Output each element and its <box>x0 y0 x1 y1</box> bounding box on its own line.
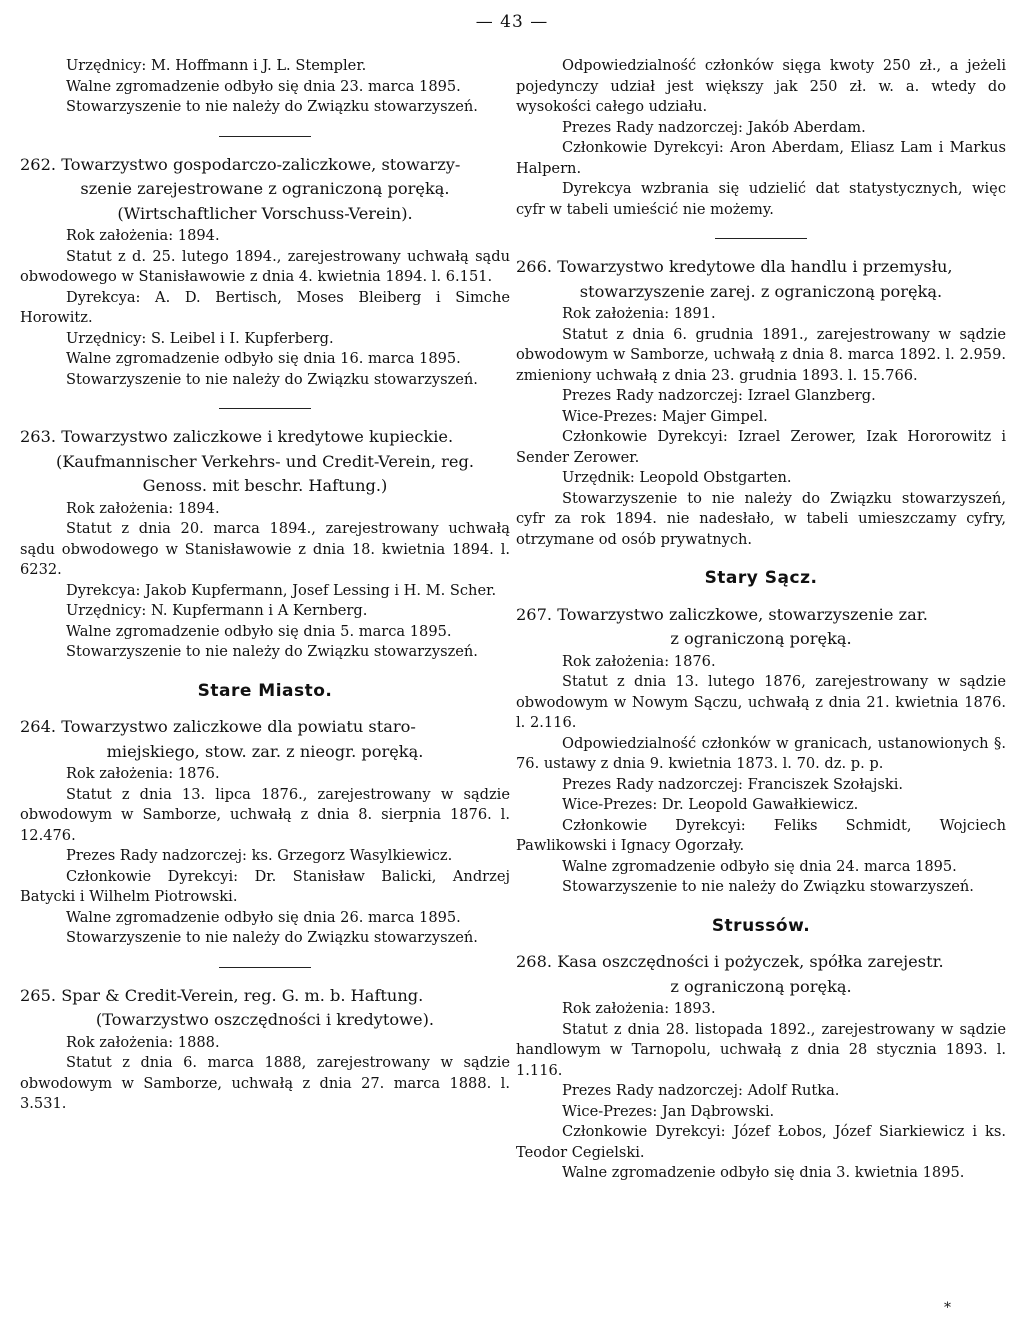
entry-264 <box>20 715 510 949</box>
paragraph: Statut z d. 25. lutego 1894., zarejestrowany uchwałą sądu obwodowego w Stanisławowie z dnia 4. kwietnia 1894. l. 6.151. <box>20 247 510 285</box>
paragraph: Stowarzyszenie to nie należy do Związku stowarzyszeń, cyfr za rok 1894. nie nadesłało, w tabeli umieszczamy cyfry, otrzymane od osób prywatnych. <box>516 489 1006 548</box>
paragraph: Stowarzyszenie to nie należy do Związku stowarzyszeń. <box>66 929 478 946</box>
entry-267 <box>516 603 1006 898</box>
paragraph: Stowarzyszenie to nie należy do Związku stowarzyszeń. <box>562 878 974 895</box>
paragraph: Rok założenia: 1893. <box>562 1000 716 1017</box>
paragraph: Prezes Rady nadzorczej: Jakób Aberdam. <box>562 118 866 136</box>
paragraph: Rok założenia: 1876. <box>562 652 716 670</box>
paragraph: Stowarzyszenie to nie należy do Związku stowarzyszeń. <box>66 370 478 388</box>
paragraph: Członkowie Dyrekcyi: Aron Aberdam, Eliasz Lam i Markus Halpern. <box>516 139 1006 177</box>
paragraph: Prezes Rady nadzorczej: Adolf Rutka. <box>562 1082 840 1099</box>
entry-title <box>516 255 1006 304</box>
paragraph: Urzędnicy: M. Hoffmann i J. L. Stempler. <box>66 57 367 74</box>
city-heading: Strussów. <box>711 915 811 936</box>
paragraph: Rok założenia: 1894. <box>66 227 220 244</box>
entry-title <box>516 603 1006 652</box>
entry-title <box>20 425 510 499</box>
separator-rule <box>715 238 807 239</box>
entry-title-cont: (Towarzystwo oszczędności i kredytowe). <box>95 1010 435 1029</box>
paragraph: Odpowiedzialność członków sięga kwoty 250 zł., a jeżeli pojedynczy udział jest większy jak 250 zł. w. a. wtedy do wysokości całego udziału. <box>516 57 1006 115</box>
page-number: — 43 — <box>475 12 549 32</box>
paragraph: Członkowie Dyrekcyi: Izrael Zerower, Izak Hororowitz i Sender Zerower. <box>516 428 1006 466</box>
paragraph: Dyrekcya: A. D. Bertisch, Moses Bleiberg i Simche Horowitz. <box>20 288 510 326</box>
entry-title-cont: szenie zarejestrowane z ograniczoną poręką. <box>80 179 450 198</box>
paragraph: Urzędnicy: S. Leibel i I. Kupferberg. <box>66 329 334 347</box>
paragraph: Statut z dnia 6. grudnia 1891., zarejestrowany w sądzie obwodowym w Samborze, uchwałą z dnia 8. marca 1892. l. 2.959. zmieniony uchwałą z dnia 23. grudnia 1893. l. 15.766. <box>516 325 1006 384</box>
paragraph: Rok założenia: 1876. <box>66 765 220 782</box>
paragraph: Stowarzyszenie to nie należy do Związku stowarzyszeń. <box>66 98 478 115</box>
entry-265 <box>20 984 510 1115</box>
entry-title-line: 268. Kasa oszczędności i pożyczek, spółka zarejestr. <box>516 952 944 971</box>
right-column <box>516 56 1006 1184</box>
paragraph: Odpowiedzialność członków w granicach, ustanowionych §. 76. ustawy z dnia 9. kwietnia 1873. l. 70. dz. p. p. <box>516 734 1006 772</box>
paragraph: Walne zgromadzenie odbyło się dnia 16. marca 1895. <box>66 350 461 367</box>
paragraph: Walne zgromadzenie odbyło się dnia 3. kwietnia 1895. <box>562 1164 965 1181</box>
paragraph: Walne zgromadzenie odbyło się dnia 5. marca 1895. <box>66 622 452 640</box>
separator-rule <box>219 408 311 409</box>
separator-rule <box>219 136 311 137</box>
entry-266 <box>516 255 1006 550</box>
paragraph: Stowarzyszenie to nie należy do Związku stowarzyszeń. <box>66 643 478 660</box>
entry-title-line: 266. Towarzystwo kredytowe dla handlu i przemysłu, <box>516 257 953 276</box>
paragraph: Wice-Prezes: Majer Gimpel. <box>562 407 768 425</box>
entry-title-cont: miejskiego, stow. zar. z nieogr. poręką. <box>106 741 424 761</box>
entry-262 <box>20 153 510 391</box>
entry-title-cont: z ograniczoną poręką. <box>670 629 852 648</box>
paragraph: Członkowie Dyrekcyi: Józef Łobos, Józef Siarkiewicz i ks. Teodor Cegielski. <box>516 1123 1006 1161</box>
paragraph: Dyrekcya wzbrania się udzielić dat statystycznych, więc cyfr w tabeli umieścić nie możemy. <box>516 180 1006 218</box>
city-heading: Stare Miasto. <box>197 680 333 701</box>
entry-title <box>516 950 1006 999</box>
entry-title-line: 264. Towarzystwo zaliczkowe dla powiatu staro- <box>20 717 416 736</box>
entry-title <box>20 715 510 764</box>
entry-261-tail <box>20 56 510 118</box>
entry-title-cont: z ograniczoną poręką. <box>670 976 852 996</box>
paragraph: Statut z dnia 13. lipca 1876., zarejestrowany w sądzie obwodowym w Samborze, uchwałą z dnia 8. sierpnia 1876. l. 12.476. <box>20 785 510 844</box>
paragraph: Prezes Rady nadzorczej: Izrael Glanzberg. <box>562 387 876 404</box>
paragraph: Rok założenia: 1888. <box>66 1033 220 1051</box>
paragraph: Rok założenia: 1891. <box>562 305 716 322</box>
entry-263 <box>20 425 510 663</box>
paragraph: Rok założenia: 1894. <box>66 499 220 517</box>
separator-rule <box>219 967 311 968</box>
paragraph: Członkowie Dyrekcyi: Feliks Schmidt, Wojciech Pawlikowski i Ignacy Ogorzały. <box>516 816 1006 854</box>
paragraph: Walne zgromadzenie odbyło się dnia 26. marca 1895. <box>66 908 461 926</box>
paragraph: Walne zgromadzenie odbyło się dnia 23. marca 1895. <box>66 77 461 95</box>
paragraph: Prezes Rady nadzorczej: ks. Grzegorz Wasylkiewicz. <box>66 847 453 864</box>
paragraph: Prezes Rady nadzorczej: Franciszek Szołajski. <box>562 775 904 793</box>
city-heading: Stary Sącz. <box>704 568 818 588</box>
entry-title-line: 267. Towarzystwo zaliczkowe, stowarzyszenie zar. <box>516 604 928 624</box>
entry-title-cont: (Kaufmannischer Verkehrs- und Credit-Verein, reg. <box>56 451 474 471</box>
entry-title-line: 265. Spar & Credit-Verein, reg. G. m. b. Haftung. <box>20 985 424 1005</box>
paragraph: Walne zgromadzenie odbyło się dnia 24. marca 1895. <box>562 857 957 875</box>
paragraph: Statut z dnia 13. lutego 1876, zarejestrowany w sądzie obwodowym w Nowym Sączu, uchwałą z dnia 21. kwietnia 1876. l. 2.116. <box>516 673 1006 731</box>
paragraph: Urzędnicy: N. Kupfermann i A Kernberg. <box>66 602 368 619</box>
entry-268 <box>516 950 1006 1184</box>
paragraph: Wice-Prezes: Dr. Leopold Gawałkiewicz. <box>562 796 859 813</box>
paragraph: Statut z dnia 20. marca 1894., zarejestrowany uchwałą sądu obwodowego w Stanisławowie z dnia 18. kwietnia 1894. l. 6232. <box>20 520 510 578</box>
entry-title-cont: Genoss. mit beschr. Haftung.) <box>142 476 388 495</box>
entry-title <box>20 153 510 227</box>
paragraph: Członkowie Dyrekcyi: Dr. Stanisław Balicki, Andrzej Batycki i Wilhelm Piotrowski. <box>20 867 510 905</box>
entry-title-line: 263. Towarzystwo zaliczkowe i kredytowe kupieckie. <box>20 427 454 446</box>
paragraph: Statut z dnia 28. listopada 1892., zarejestrowany w sądzie handlowym w Tarnopolu, uchwałą z dnia 28 stycznia 1893. l. 1.116. <box>516 1020 1006 1079</box>
paragraph: Dyrekcya: Jakob Kupfermann, Josef Lessing i H. M. Scher. <box>66 581 497 599</box>
entry-265-tail <box>516 56 1006 220</box>
paragraph: Statut z dnia 6. marca 1888, zarejestrowany w sądzie obwodowym w Samborze, uchwałą z dnia 27. marca 1888. l. 3.531. <box>20 1054 510 1112</box>
footnote-mark: * <box>944 1300 951 1316</box>
paragraph: Wice-Prezes: Jan Dąbrowski. <box>562 1102 775 1120</box>
entry-title-cont: stowarzyszenie zarej. z ograniczoną poręką. <box>579 281 943 301</box>
paragraph: Urzędnik: Leopold Obstgarten. <box>562 469 792 486</box>
left-column <box>20 56 510 1115</box>
entry-title <box>20 984 510 1033</box>
entry-title-line: 262. Towarzystwo gospodarczo-zaliczkowe, stowarzy- <box>20 154 461 174</box>
entry-title-cont: (Wirtschaftlicher Vorschuss-Verein). <box>117 203 413 223</box>
